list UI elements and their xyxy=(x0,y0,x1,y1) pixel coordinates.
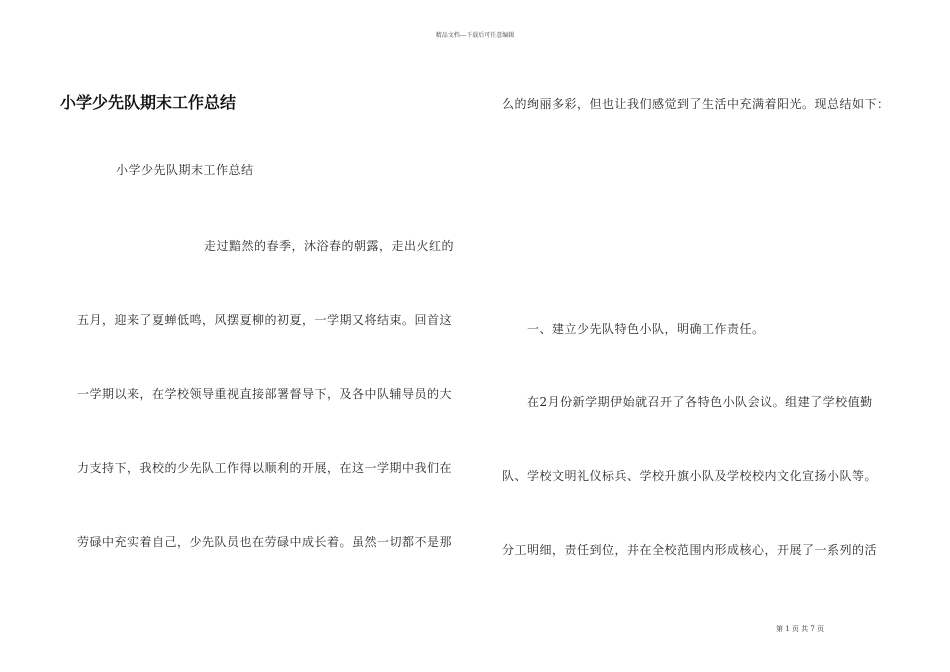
section-heading: 一、建立少先队特色小队，明确工作责任。 xyxy=(527,322,765,336)
paragraph-line: 劳碌中充实着自己，少先队员也在劳碌中成长着。虽然一切都不是那 xyxy=(77,535,453,549)
paragraph-line: 分工明细，责任到位，并在全校范围内形成核心，开展了一系列的活 xyxy=(502,543,878,557)
header-note: 精品文档---下载后可任意编辑 xyxy=(435,32,515,39)
paragraph-line: 队、学校文明礼仪标兵、学校升旗小队及学校校内文化宣扬小队等。 xyxy=(502,469,878,483)
document-title: 小学少先队期末工作总结 xyxy=(60,93,237,112)
paragraph-line: 在2月份新学期伊始就召开了各特色小队会议。组建了学校值勤 xyxy=(527,395,873,409)
paragraph-line: 么的绚丽多彩，但也让我们感觉到了生活中充满着阳光。现总结如下： xyxy=(502,97,890,111)
subtitle-line: 小学少先队期末工作总结 xyxy=(116,163,254,177)
paragraph-line: 力支持下，我校的少先队工作得以顺利的开展，在这一学期中我们在 xyxy=(77,461,453,475)
paragraph-line: 走过黯然的春季，沐浴春的朝露，走出火红的 xyxy=(204,239,455,253)
page-number: 第 1 页 共 7 页 xyxy=(776,625,825,633)
paragraph-line: 五月，迎来了夏蝉低鸣，风摆夏柳的初夏，一学期又将结束。回首这 xyxy=(77,313,453,327)
paragraph-line: 一学期以来，在学校领导重视直接部署督导下，及各中队辅导员的大 xyxy=(77,387,453,401)
